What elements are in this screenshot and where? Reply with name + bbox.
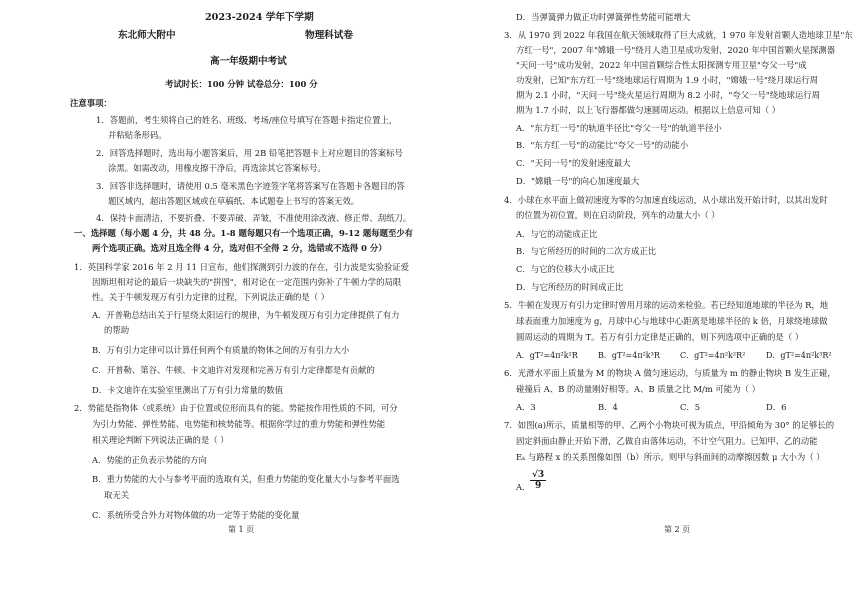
q6-option-a: A．3 [516, 402, 536, 412]
q4-option-a: A．与它的动能成正比 [516, 229, 598, 239]
question-5: 5．牛顿在发现万有引力定律时曾用月球的运动来检验。若已经知道地球的半径为 R，地 [504, 300, 829, 310]
note-line: 2．回答选择题时，选出每小题答案后，用 2B 铅笔把答题卡上对应题目的答案标号 [96, 148, 403, 158]
question-3: 方红一号"，2007 年"嫦娥一号"绕月人造卫星成功发射，2020 年中国首颗火星探测器 [516, 45, 836, 55]
q4-option-d: D．与它所经历的时间成正比 [516, 282, 624, 292]
notes-title: 注意事项： [70, 98, 112, 108]
question-4: 的位置为初位置，则在启动阶段，列车的动量大小（ ） [516, 210, 720, 220]
note-line: 并粘贴条形码。 [108, 130, 167, 140]
q3-option-b: B．"东方红一号"的动能比"夸父一号"的动能小 [516, 140, 689, 150]
q5-option-a: A．gT²=4π²k²R [516, 351, 578, 360]
q2-option-d: D．当弹簧弹力做正功时弹簧弹性势能可能增大 [516, 12, 691, 22]
q4-option-c: C．与它的位移大小成正比 [516, 264, 615, 274]
question-7: Eₖ 与路程 x 的关系图像如图（b）所示。则甲与斜面间的动摩擦因数 μ 大小为（ ） [516, 452, 825, 462]
q6-option-b: B．4 [598, 402, 618, 412]
q3-option-d: D．"嫦娥一号"的向心加速度最大 [516, 176, 640, 186]
question-6: 6．光滑水平面上质量为 M 的物块 A 做匀速运动，与质量为 m 的静止物块 B 发生正碰， [504, 368, 836, 378]
q7-option-a-fraction [530, 470, 546, 491]
q1-option-b: B．万有引力定律可以计算任何两个有质量的物体之间的万有引力大小 [92, 345, 350, 355]
page-2 [430, 0, 860, 609]
note-line: 1．答题前，考生须将自己的姓名、班级、考场/座位号填写在答题卡指定位置上， [96, 115, 398, 125]
question-3: 功发射，已知"东方红一号"绕地球运行周期为 1.9 小时，"嫦娥一号"绕月球运行周 [516, 75, 819, 85]
question-5: 球表面重力加速度为 g，月球中心与地球中心距离是地球半径的 k 倍，月球绕地球做 [516, 316, 828, 326]
exam-title: 高一年级期中考试 [210, 56, 287, 67]
school-name: 东北师大附中 [118, 30, 176, 41]
q3-option-c: C．"天问一号"的发射速度最大 [516, 158, 631, 168]
q2-option-b: B．重力势能的大小与参考平面的选取有关，但重力势能的变化量大小与参考平面选 [92, 474, 400, 484]
question-3: 期为 2.1 小时，"天问一号"绕火星运行周期为 8.2 小时，"夸父一号"绕地球运行周 [516, 90, 820, 100]
q1-option-a: 的帮助 [104, 325, 130, 335]
q6-option-d: D．6 [766, 402, 787, 412]
q5-option-d: D．gT²=4π²k³R² [766, 351, 832, 360]
q1-option-d: D．卡文迪许在实验室里测出了万有引力常量的数值 [92, 385, 283, 395]
question-5: 圆周运动的周期为 T。若万有引力定律是正确的，则下列选项中正确的是（ ） [516, 332, 804, 342]
fraction-denominator: 9 [534, 481, 542, 491]
question-4: 4．小球在水平面上做初速度为零的匀加速直线运动，从小球出发开始计时，以其出发时 [504, 195, 828, 205]
question-2: 2．势能是指物体（或系统）由于位置或位形而具有的能。势能按作用性质的不同，可分 [74, 403, 398, 413]
q2-option-a: A．势能的正负表示势能的方向 [92, 455, 207, 465]
q1-option-a: A．开普勒总结出关于行星绕太阳运行的规律，为牛顿发现万有引力定律提供了有力 [92, 310, 400, 320]
q6-option-c: C．5 [680, 402, 701, 412]
section-heading: 一、选择题（每小题 4 分，共 48 分。1-8 题每题只有一个选项正确，9-12 题每题至少有 [74, 228, 414, 238]
q2-option-b: 取无关 [104, 490, 130, 500]
question-3: "天问一号"成功发射，2022 年中国首颗综合性太阳探测专用卫星"夸父一号"成 [516, 60, 807, 70]
note-line: 涂黑。如需改动，用橡皮擦干净后，再选涂其它答案标号。 [108, 163, 326, 173]
question-7: 7．如图(a)所示，质量相等的甲、乙两个小物块可视为质点，甲沿倾角为 30° 的足够长的 [504, 420, 835, 430]
q5-option-b: B．gT²=4π²k³R [598, 351, 660, 360]
question-7: 固定斜面由静止开始下滑，乙做自由落体运动，不计空气阻力。已知甲、乙的动能 [516, 436, 818, 446]
note-line: 题区域内，超出答题区域或在草稿纸、本试题卷上书写的答案无效。 [108, 196, 360, 206]
page-footer: 第 1 页 [228, 525, 255, 534]
note-line: 3．回答非选择题时，请使用 0.5 毫米黑色字迹签字笔将答案写在答题卡各题目的答 [96, 181, 405, 191]
q2-option-c: C．系统所受合外力对物体做的功一定等于势能的变化量 [92, 510, 300, 520]
note-line: 4．保持卡面清洁，不要折叠、不要弄破、弄皱，不准使用涂改液、修正带、刮纸刀。 [96, 213, 412, 223]
q5-option-c: C．gT²=4π²k²R² [680, 351, 746, 360]
question-2: 相关理论判断下列说法正确的是（ ） [92, 435, 229, 445]
fraction-numerator: √3 [532, 470, 545, 480]
question-2: 为引力势能、弹性势能、电势能和核势能等。根据你学过的重力势能和弹性势能 [92, 419, 386, 429]
subject-title: 物理科试卷 [305, 30, 353, 41]
question-1: 性。关于牛顿发现万有引力定律的过程，下列说法正确的是（ ） [92, 292, 330, 302]
q4-option-b: B．与它所经历的时间的二次方成正比 [516, 246, 657, 256]
question-1: 1．英国科学家 2016 年 2 月 11 日宣布，他们探测到引力波的存在，引力波是实验验证爱 [74, 262, 409, 272]
q1-option-c: C．开普勒、第谷、牛顿、卡文迪许对发现和完善万有引力定律都是有贡献的 [92, 365, 375, 375]
year-heading: 2023-2024 学年下学期 [205, 12, 314, 23]
question-6: 碰撞后 A、B 的动量刚好相等。A、B 质量之比 M/m 可能为（ ） [516, 384, 760, 394]
question-3: 3．从 1970 到 2022 年我国在航天领域取得了巨大成就，1 970 年发射首颗人造地球卫星"东 [504, 30, 853, 40]
page-footer: 第 2 页 [664, 525, 691, 534]
exam-timing: 考试时长：100 分钟 试卷总分：100 分 [165, 79, 318, 89]
q7-option-a-label: A． [516, 482, 531, 492]
question-1: 因斯坦相对论的最后一块缺失的"拼图"，相对论在一定范围内弥补了牛顿力学的局限 [92, 277, 402, 287]
q3-option-a: A．"东方红一号"的轨道半径比"夸父一号"的轨道半径小 [516, 123, 722, 133]
question-3: 期为 1.7 小时，以上飞行器都做匀速圆周运动。根据以上信息可知（ ） [516, 105, 781, 115]
section-heading: 两个选项正确。选对且选全得 4 分，选对但不全得 2 分，选错或不选得 0 分） [92, 243, 387, 253]
